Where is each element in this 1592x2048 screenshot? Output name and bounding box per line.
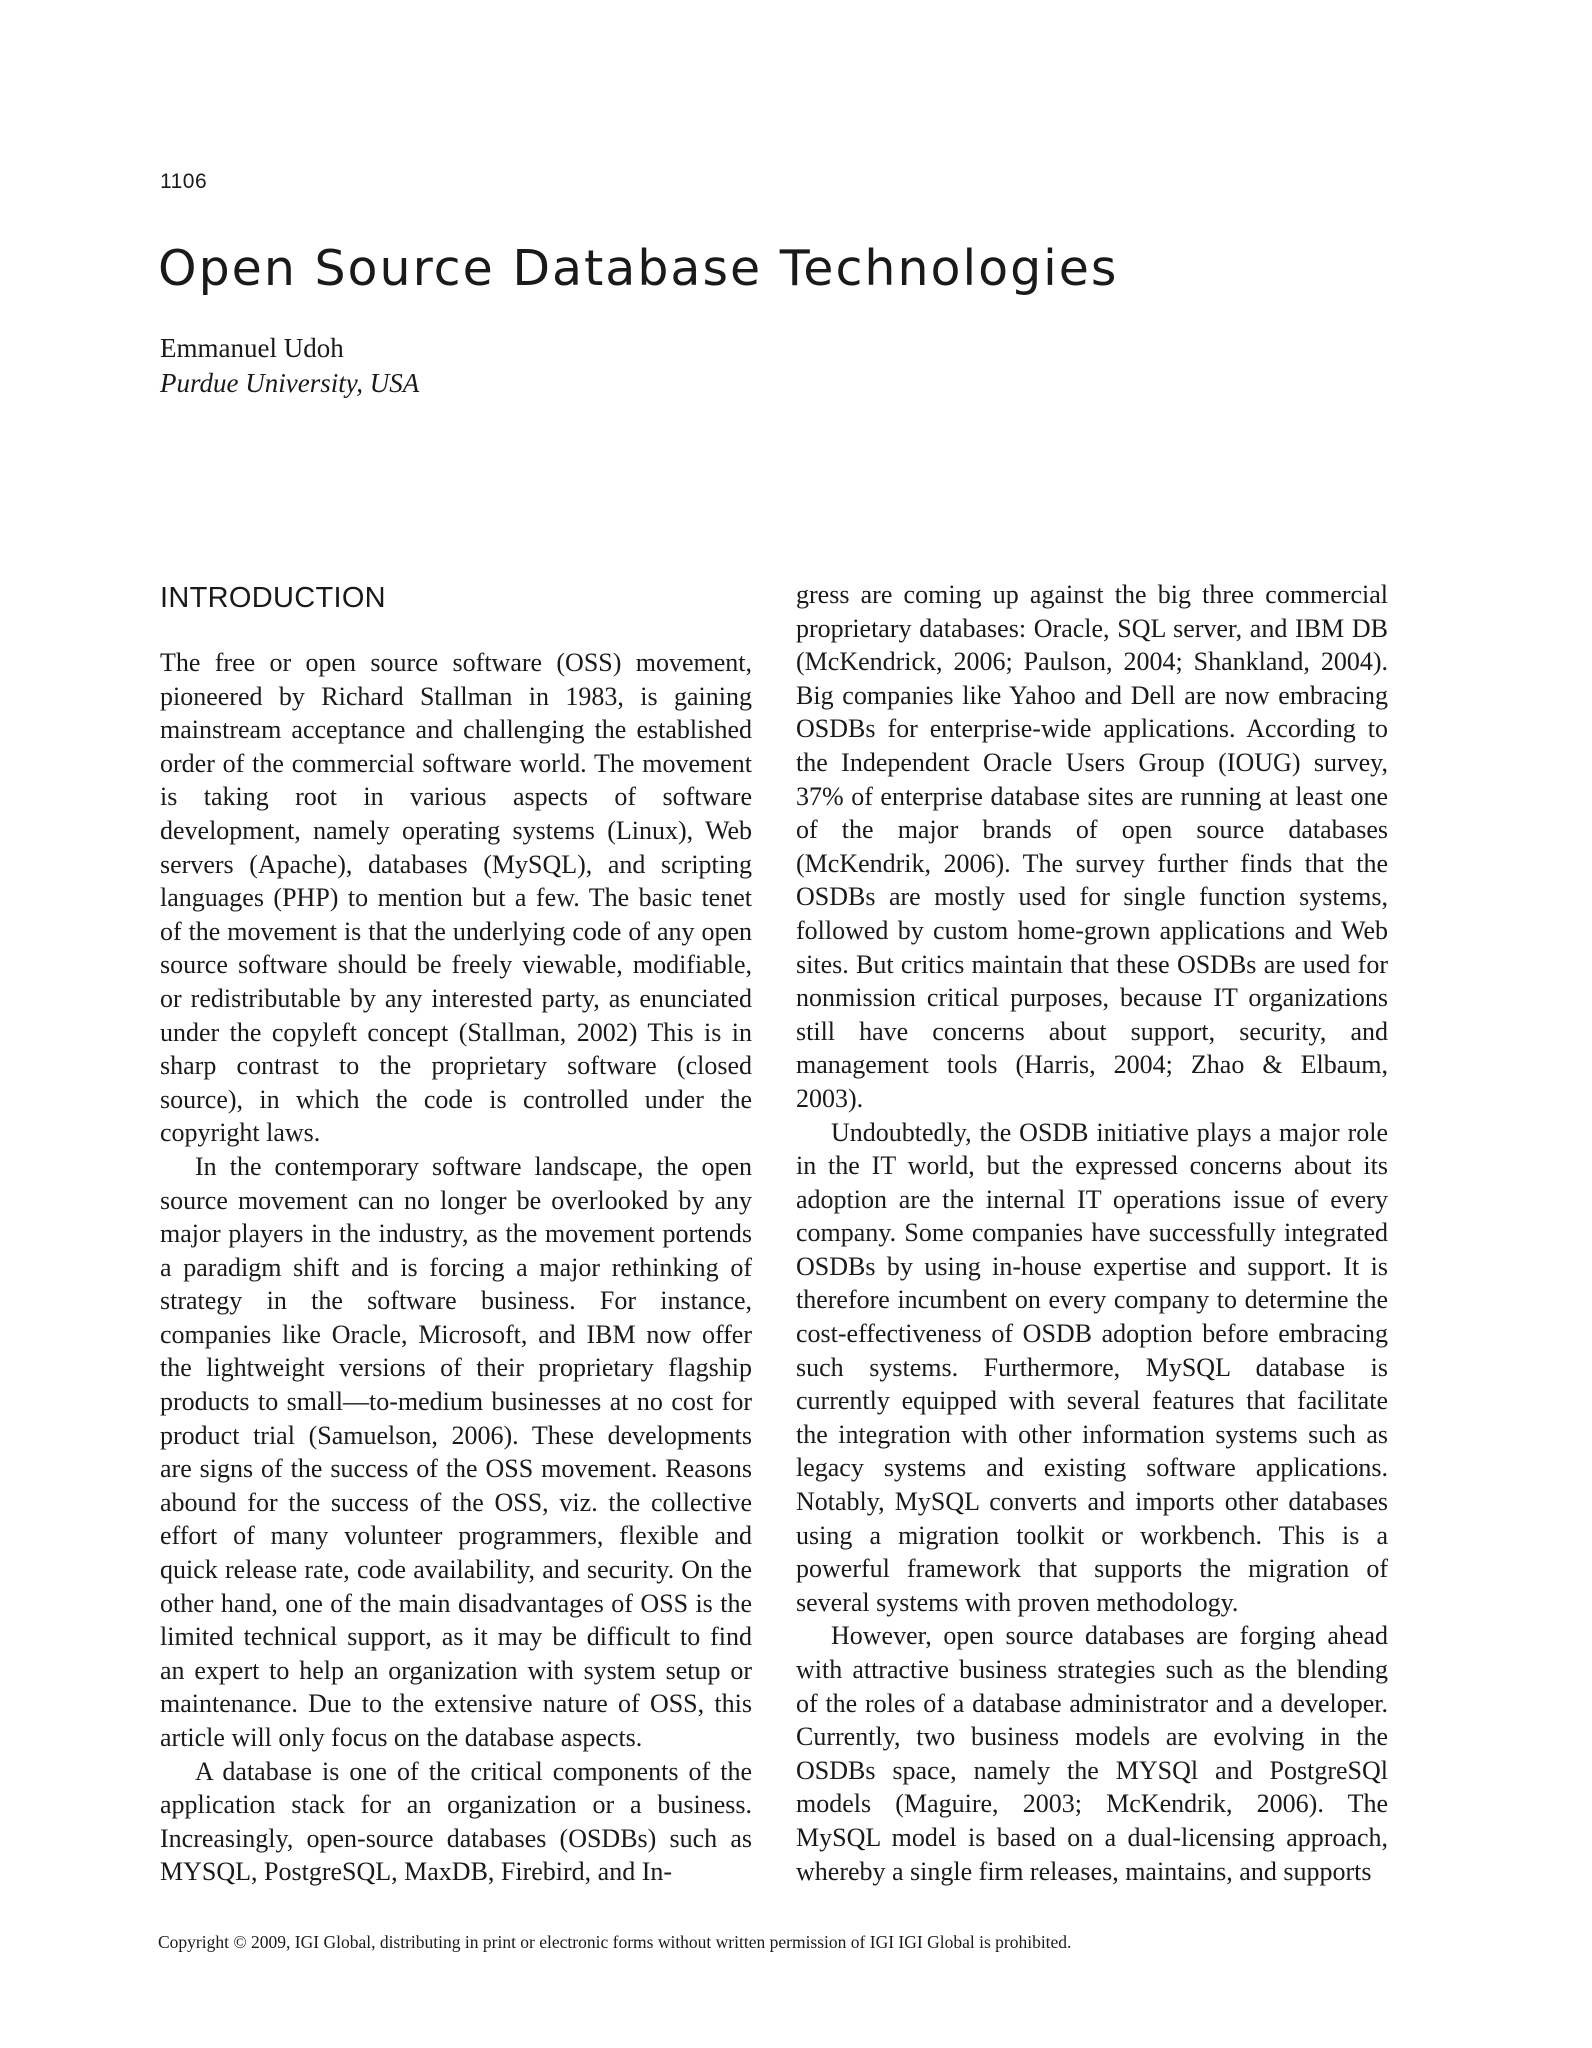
paragraph: The free or open source software (OSS) movement, pioneered by Richard Stallman in 1983, is gaining mainstream acceptance and challenging the established order of the commercial software world. The movement is taking root in various aspects of software development, namely operating systems (Linux), Web servers (Apache), databases (MySQL), and scripting languages (PHP) to mention but a few. The basic tenet of the movement is that the underlying code of any open source software should be freely viewable, modifiable, or redistributable by any interested party, as enunciated under the copyleft concept (Stallman, 2002) This is in sharp contrast to the proprietary software (closed source), in which the code is controlled under the copyright laws. xyxy=(160,648,752,1148)
author-name: Emmanuel Udoh xyxy=(160,333,344,363)
section-heading-introduction: INTRODUCTION xyxy=(160,582,386,614)
right-column xyxy=(796,578,1388,1888)
paragraph: However, open source databases are forging ahead with attractive business strategies such as the blending of the roles of a database administrator and a developer. Currently, two business models are evolving in the OSDBs space, namely the MYSQl and PostgreSQl models (Maguire, 2003; McKendrik, 2006). The MySQL model is based on a dual-licensing approach, whereby a single firm releases, maintains, and supports xyxy=(796,1621,1388,1886)
page-number: 1106 xyxy=(160,170,208,193)
copyright-footer: Copyright © 2009, IGI Global, distributing in print or electronic forms without written permission of IGI IGI Global is prohibited. xyxy=(158,1932,1072,1952)
author-affiliation: Purdue University, USA xyxy=(160,368,420,398)
article-title: Open Source Database Technologies xyxy=(158,240,1119,297)
paragraph: In the contemporary software landscape, the open source movement can no longer be overlooked by any major players in the industry, as the movement portends a paradigm shift and is forcing a major rethinking of strategy in the software business. For instance, companies like Oracle, Microsoft, and IBM now offer the lightweight versions of their proprietary flagship products to small—to-medium businesses at no cost for product trial (Samuelson, 2006). These developments are signs of the success of the OSS movement. Reasons abound for the success of the OSS, viz. the collective effort of many volunteer programmers, flexible and quick release rate, code availability, and security. On the other hand, one of the main disadvantages of OSS is the limited technical support, as it may be difficult to find an expert to help an organization with system setup or maintenance. Due to the extensive nature of OSS, this article will only focus on the database aspects. xyxy=(160,1151,752,1752)
paragraph: gress are coming up against the big three commercial proprietary databases: Oracle, SQL server, and IBM DB (McKendrick, 2006; Paulson, 2004; Shankland, 2004). Big companies like Yahoo and Dell are now embracing OSDBs for enterprise-wide applications. According to the Independent Oracle Users Group (IOUG) survey, 37% of enterprise database sites are running at least one of the major brands of open source databases (McKendrik, 2006). The survey further finds that the OSDBs are mostly used for single function systems, followed by custom home-grown applications and Web sites. But critics maintain that these OSDBs are used for nonmission critical purposes, because IT organizations still have concerns about support, security, and management tools (Harris, 2004; Zhao & Elbaum, 2003). xyxy=(796,580,1388,1113)
paragraph: A database is one of the critical components of the application stack for an organization or a business. Increasingly, open-source databases (OSDBs) such as MYSQL, PostgreSQL, MaxDB, Firebird, and In- xyxy=(160,1756,752,1887)
left-column xyxy=(160,646,752,1889)
paragraph: Undoubtedly, the OSDB initiative plays a major role in the IT world, but the expressed concerns about its adoption are the internal IT operations issue of every company. Some companies have successfully integrated OSDBs by using in-house expertise and support. It is therefore incumbent on every company to determine the cost-effectiveness of OSDB adoption before embracing such systems. Furthermore, MySQL database is currently equipped with several features that facilitate the integration with other information systems such as legacy systems and existing software applications. Notably, MySQL converts and imports other databases using a migration toolkit or workbench. This is a powerful framework that supports the migration of several systems with proven methodology. xyxy=(796,1117,1388,1617)
